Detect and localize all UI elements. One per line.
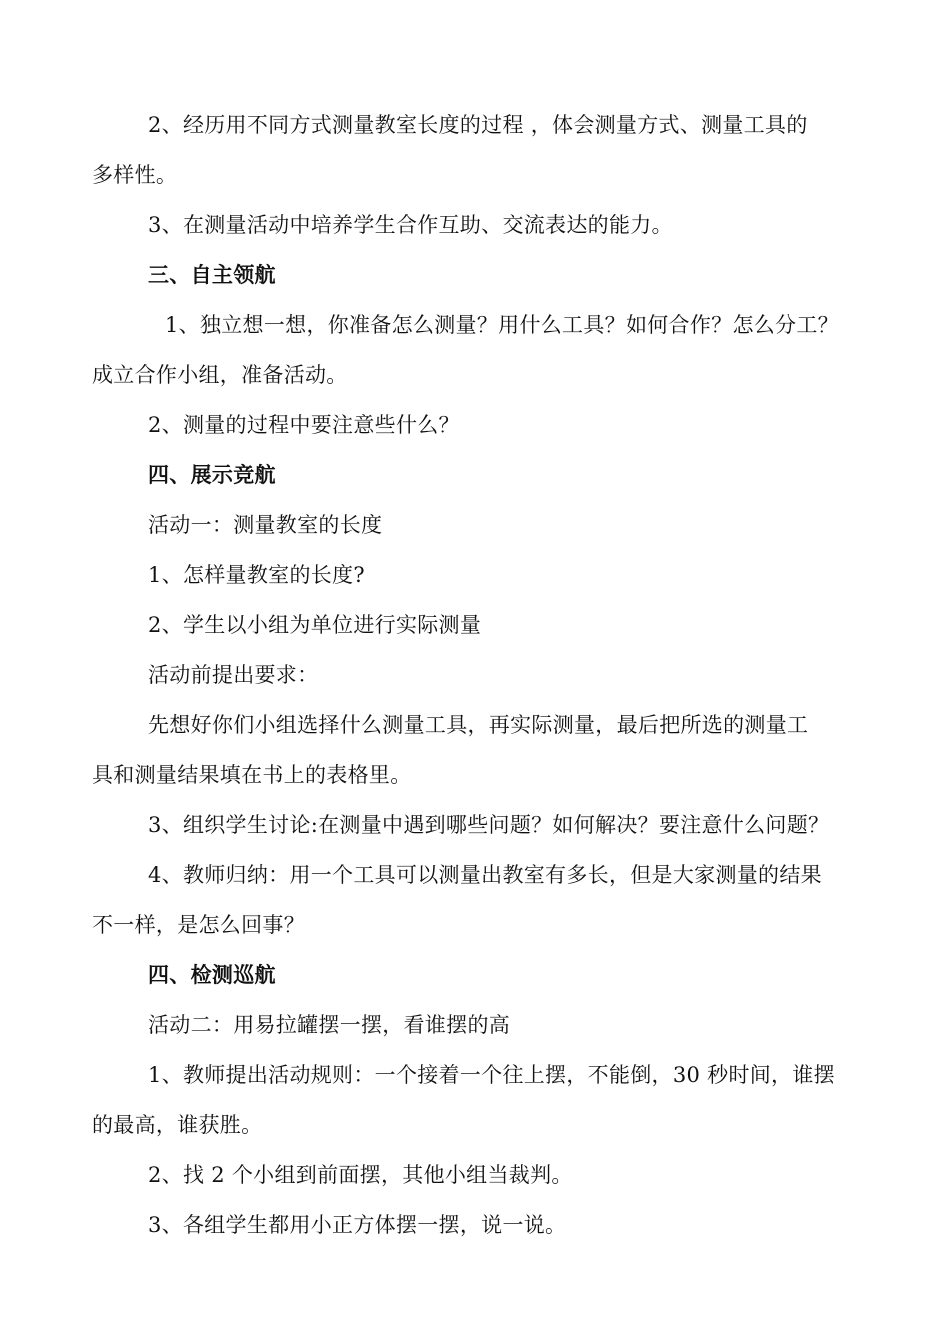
section-heading-show-navigation: 四、展示竞航: [148, 462, 276, 487]
activity-two-title: 活动二：用易拉罐摆一摆，看谁摆的高: [148, 1013, 511, 1037]
activity-one-step-4-line-2: 不一样，是怎么回事？: [92, 913, 305, 937]
activity-one-step-2: 2、学生以小组为单位进行实际测量: [148, 613, 482, 637]
section-heading-self-navigation: 三、自主领航: [148, 262, 276, 287]
activity-requirements-label: 活动前提出要求：: [148, 663, 319, 687]
activity-requirements-line-2: 具和测量结果填在书上的表格里。: [92, 763, 412, 787]
section-heading-check-navigation: 四、检测巡航: [148, 962, 276, 987]
paragraph-think-line-2: 成立合作小组，准备活动。: [92, 363, 348, 387]
paragraph-goal-2-line-1: 2、经历用不同方式测量教室长度的过程 ，体会测量方式、测量工具的: [148, 113, 808, 137]
activity-one-step-3: 3、组织学生讨论:在测量中遇到哪些问题？如何解决？要注意什么问题？: [148, 813, 830, 837]
activity-one-step-1: 1、怎样量教室的长度?: [148, 563, 365, 587]
activity-requirements-line-1: 先想好你们小组选择什么测量工具，再实际测量，最后把所选的测量工: [148, 713, 809, 737]
activity-two-step-3: 3、各组学生都用小正方体摆一摆，说一说。: [148, 1213, 567, 1237]
paragraph-think-line-1: 1、独立想一想，你准备怎么测量？用什么工具？如何合作？怎么分工？: [165, 313, 839, 337]
activity-two-step-1-line-1: 1、教师提出活动规则：一个接着一个往上摆，不能倒，30 秒时间，谁摆: [148, 1063, 835, 1087]
activity-one-title: 活动一：测量教室的长度: [148, 513, 383, 537]
paragraph-attention: 2、测量的过程中要注意些什么？: [148, 413, 460, 437]
activity-two-step-2: 2、找 2 个小组到前面摆，其他小组当裁判。: [148, 1163, 573, 1187]
activity-one-step-4-line-1: 4、教师归纳：用一个工具可以测量出教室有多长，但是大家测量的结果: [148, 863, 822, 887]
paragraph-goal-2-line-2: 多样性。: [92, 163, 178, 187]
activity-two-step-1-line-2: 的最高，谁获胜。: [92, 1113, 263, 1137]
paragraph-goal-3: 3、在测量活动中培养学生合作互助、交流表达的能力。: [148, 213, 673, 237]
